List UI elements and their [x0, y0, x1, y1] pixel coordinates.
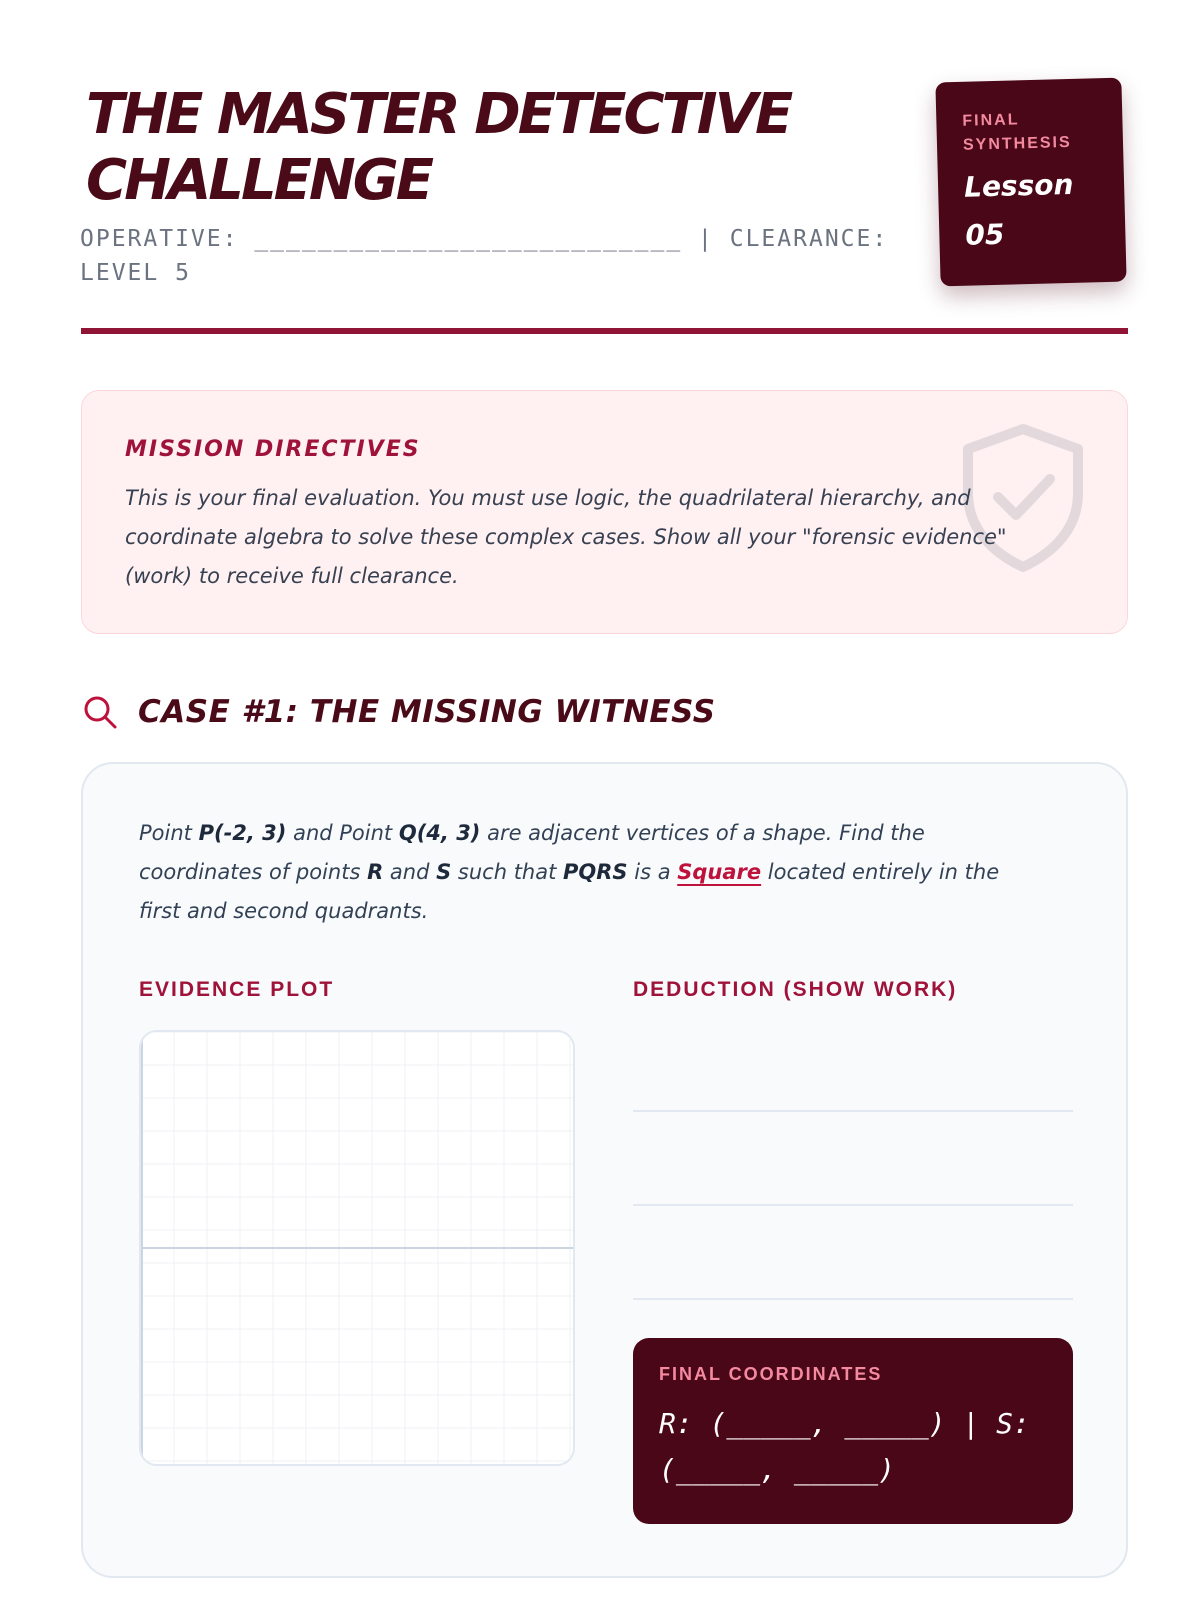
evidence-plot-grid[interactable] — [139, 1030, 575, 1466]
case-1-card — [81, 762, 1128, 1578]
work-line-3[interactable] — [633, 1298, 1073, 1300]
case-1-title: CASE #1: THE MISSING WITNESS — [138, 694, 716, 730]
work-line-1[interactable] — [633, 1110, 1073, 1112]
point-q: Q(4, 3) — [398, 821, 481, 845]
page-title: THE MASTER DETECTIVE CHALLENGE — [86, 82, 791, 213]
search-icon — [82, 694, 118, 730]
final-coordinates-box — [633, 1338, 1073, 1524]
badge-lesson-number: Lesson 05 — [963, 167, 1074, 252]
coordinate-grid — [141, 1032, 573, 1464]
point-p: P(-2, 3) — [198, 821, 287, 845]
final-coordinates-answer[interactable]: R: (_____, _____) | S: (_____, _____) — [659, 1407, 1030, 1486]
header-divider — [81, 328, 1128, 334]
point-r: R — [367, 860, 384, 884]
operative-clearance-line: OPERATIVE: ___________________________ | CLEARANCE: LEVEL 5 — [80, 226, 889, 286]
case-1-problem: Point P(-2, 3) and Point Q(4, 3) are adjacent vertices of a shape. Find the coordinates of points R and S such that PQRS is a Square located entirely in the first and second quadrants. — [139, 821, 1000, 923]
work-line-2[interactable] — [633, 1204, 1073, 1206]
shape-highlight: Square — [677, 860, 762, 884]
lesson-badge — [935, 78, 1126, 287]
deduction-label: DEDUCTION (SHOW WORK) — [633, 978, 958, 1001]
directives-text: This is your final evaluation. You must use logic, the quadrilateral hierarchy, and coordinate algebra to solve these complex cases. Show all your "forensic evidence" (work) to receive full clearance. — [125, 486, 1007, 588]
directives-title: MISSION DIRECTIVES — [125, 437, 421, 462]
point-s: S — [436, 860, 452, 884]
evidence-plot-label: EVIDENCE PLOT — [139, 978, 335, 1001]
badge-kicker: FINAL SYNTHESIS — [962, 111, 1072, 154]
case-1-header — [82, 690, 716, 734]
mission-directives-panel — [81, 390, 1128, 634]
shape-pqrs: PQRS — [563, 860, 628, 884]
final-coordinates-label: FINAL COORDINATES — [659, 1364, 883, 1384]
